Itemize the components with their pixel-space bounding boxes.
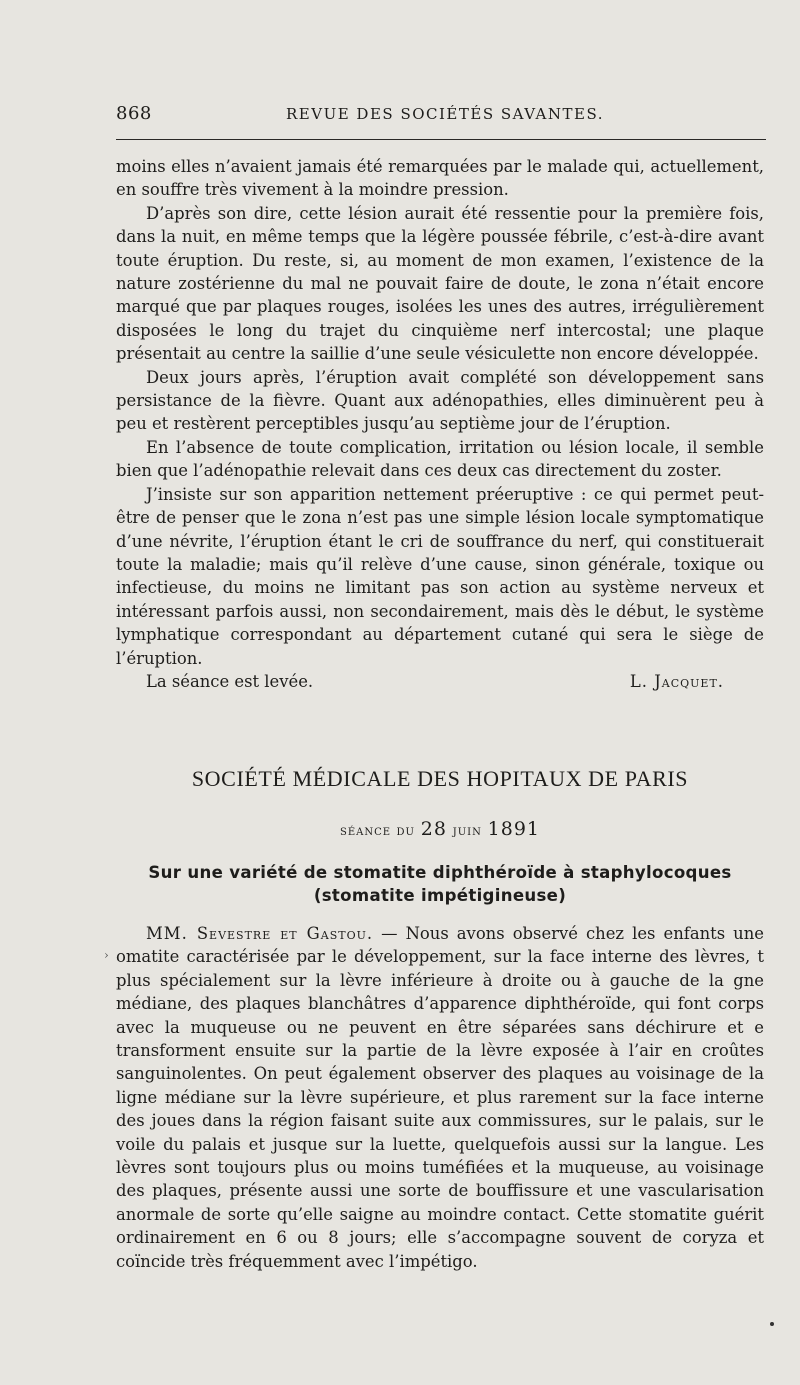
header-rule [116, 139, 766, 140]
paragraph: moins elles n’avaient jamais été remarquées par le malade qui, actuellement, en souffre très vivement à la moindre pression. [116, 157, 764, 200]
closing-text: La séance est levée. [146, 671, 314, 691]
session-year: 1891 [487, 818, 540, 840]
authors: MM. Sevestre et Gastou. [146, 924, 374, 943]
page-number: 868 [116, 103, 152, 124]
session-label: séance du [340, 823, 415, 839]
session-day: 28 [420, 818, 447, 840]
running-head: REVUE DES SOCIÉTÉS SAVANTES. [286, 105, 604, 123]
article-title-line: Sur une variété de stomatite diphthéroïde à staphylocoques [148, 863, 732, 882]
signature: L. Jacquet. [629, 671, 724, 691]
paragraph: J’insiste sur son apparition nettement préeruptive : ce qui permet peut-être de penser que le zona n’est pas une simple lésion locale symptomatique d’une névrite, l’éruption étant le cri de souffrance du nerf, qui constituerait toute la maladie; mais qu’il relève d’une cause, sinon générale, toxique ou infectieuse, du moins ne limitant pas son action au système nerveux et intéressant parfois aussi, non secondairement, mais dès le début, le système lymphatique correspondant au département cutané qui sera le siège de l’éruption. [116, 484, 764, 668]
session-month: juin [452, 823, 482, 839]
paragraph [116, 922, 764, 1273]
society-title: SOCIÉTÉ MÉDICALE DES HOPITAUX DE PARIS [191, 766, 689, 791]
paragraph: En l’absence de toute complication, irritation ou lésion locale, il semble bien que l’adénopathie relevait dans ces deux cas directement du zoster. [116, 437, 764, 481]
margin-mark: › [104, 948, 109, 962]
section-stomatite-text [116, 922, 764, 1273]
scan-speck [770, 1322, 774, 1326]
paragraph: Deux jours après, l’éruption avait complété son développement sans persistance de la fièvre. Quant aux adénopathies, elles diminuèrent peu à peu et restèrent perceptibles jusqu’au septième jour de l’éruption. [116, 367, 764, 434]
session-date [116, 818, 764, 840]
closing-line [116, 670, 764, 693]
article-title [116, 861, 764, 907]
page-header [116, 103, 764, 125]
article-subtitle-line: (stomatite impétigineuse) [313, 886, 567, 905]
paragraph: D’après son dire, cette lésion aurait été ressentie pour la première fois, dans la nuit, en même temps que la légère poussée fébrile, c’est-à-dire avant toute éruption. Du reste, si, au moment de mon examen, l’existence de la nature zostérienne du mal ne pouvait faire de doute, le zona n’était encore marqué que par plaques rouges, isolées les unes des autres, irrégulièrement disposées le long du trajet du cinquième nerf intercostal; une plaque présentait au centre la saillie d’une seule vésiculette non encore développée. [116, 203, 764, 364]
section-zona-text [116, 155, 764, 693]
paragraph-text: — Nous avons observé chez les enfants une omatite caractérisée par le développement, sur la face interne des lèvres, t plus spécialement sur la lèvre inférieure à droite ou à gauche de la gne médiane, des plaques blanchâtres d’apparence diphthéroïde, qui font corps avec la muqueuse ou ne peuvent en être séparées sans déchirure et e transforment ensuite sur la partie de la lèvre exposée à l’air en croûtes sanguinolentes. On peut également observer des plaques au voisinage de la ligne médiane sur la lèvre supérieure, et plus rarement sur la face interne des joues dans la région faisant suite aux commissures, sur le palais, sur le voile du palais et jusque sur la luette, quelquefois aussi sur la langue. Les lèvres sont toujours plus ou moins tuméfiées et la muqueuse, au voisinage des plaques, présente aussi une sorte de bouffissure et une vascularisation anormale de sorte qu’elle saigne au moindre contact. Cette stomatite guérit ordinairement en 6 ou 8 jours; elle s’accompagne souvent de coryza et coïncide très fréquemment avec l’impétigo. [116, 924, 764, 1271]
